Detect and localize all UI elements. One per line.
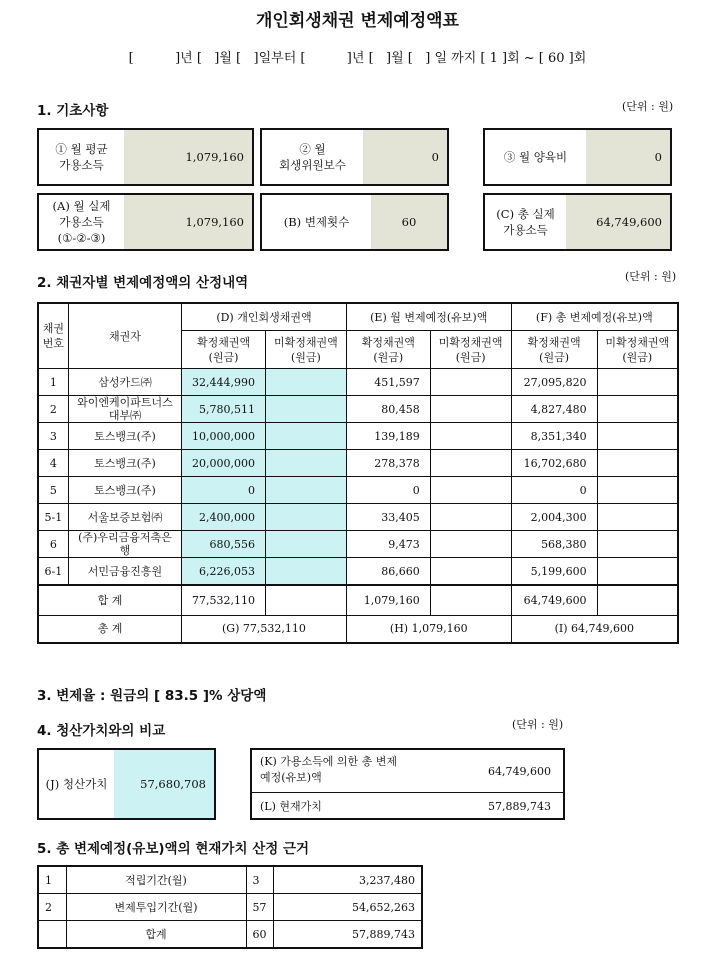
total-row (38, 615, 678, 643)
row-d-fixed: 20,000,000 (182, 450, 266, 477)
col-d: (D) 개인회생채권액 (182, 303, 347, 331)
section3-heading: 3. 변제율 : 원금의 [ 83.5 ]% 상당액 (37, 688, 267, 704)
row-creditor: 서울보증보험㈜ (68, 504, 181, 531)
row-f-fixed: 4,827,480 (511, 396, 597, 423)
row-e-fixed: 33,405 (346, 504, 430, 531)
box-liquidation-value (37, 748, 216, 820)
row-d-unfixed (265, 396, 346, 423)
section4-heading: 4. 청산가치와의 비교 (37, 723, 166, 739)
row-f-fixed: 5,199,600 (511, 558, 597, 586)
table-row (38, 423, 678, 450)
empty-cell (38, 921, 66, 949)
row-e-unfixed (430, 396, 511, 423)
row-amount: 3,237,480 (273, 866, 422, 894)
l-label: (L) 현재가치 (260, 800, 322, 813)
box-value: 57,680,708 (114, 750, 214, 818)
row-no: 2 (38, 894, 66, 921)
row-amount: 57,889,743 (273, 921, 422, 949)
row-no: 1 (38, 369, 68, 396)
row-e-unfixed (430, 531, 511, 558)
col-f-fixed: 확정채권액 (원금) (511, 331, 597, 369)
box-label: ② 월 회생위원보수 (279, 142, 346, 172)
row-creditor: 토스뱅크(주) (68, 423, 181, 450)
col-e: (E) 월 변제예정(유보)액 (346, 303, 511, 331)
present-value-table (37, 865, 423, 949)
row-e-unfixed (430, 450, 511, 477)
header-row (38, 303, 678, 331)
section4-unit: (단위 : 원) (512, 718, 564, 731)
col-f-unfixed: 미확정채권액 (원금) (597, 331, 678, 369)
table-row (38, 531, 678, 558)
row-creditor: 토스뱅크(주) (68, 450, 181, 477)
row-d-fixed: 680,556 (182, 531, 266, 558)
row-count: 57 (246, 894, 273, 921)
row-d-fixed: 0 (182, 477, 266, 504)
box-value: 64,749,600 (566, 195, 670, 249)
k-value: 64,749,600 (488, 764, 551, 778)
table-row (38, 450, 678, 477)
table-row (38, 477, 678, 504)
subtotal-e: 1,079,160 (346, 585, 430, 615)
table-row-total (38, 921, 422, 949)
row-d-unfixed (265, 477, 346, 504)
row-d-fixed: 32,444,990 (182, 369, 266, 396)
table-row (38, 894, 422, 921)
total-i: (I) 64,749,600 (511, 615, 678, 643)
box-value: 0 (363, 130, 447, 184)
row-creditor: 서민금융진흥원 (68, 558, 181, 586)
row-d-fixed: 10,000,000 (182, 423, 266, 450)
row-e-fixed: 86,660 (346, 558, 430, 586)
row-d-unfixed (265, 369, 346, 396)
row-e-fixed: 80,458 (346, 396, 430, 423)
row-f-fixed: 16,702,680 (511, 450, 597, 477)
row-d-unfixed (265, 531, 346, 558)
row-f-fixed: 8,351,340 (511, 423, 597, 450)
subtotal-d: 77,532,110 (182, 585, 266, 615)
box-child-support (483, 128, 672, 186)
row-label: 합계 (66, 921, 246, 949)
total-g: (G) 77,532,110 (182, 615, 347, 643)
subtotal-row (38, 585, 678, 615)
row-f-unfixed (597, 423, 678, 450)
l-value: 57,889,743 (488, 799, 551, 813)
box-label: (C) 총 실제 가용소득 (496, 207, 555, 237)
row-e-unfixed (430, 369, 511, 396)
row-no: 3 (38, 423, 68, 450)
row-e-fixed: 278,378 (346, 450, 430, 477)
box-monthly-income (37, 128, 254, 186)
row-d-unfixed (265, 423, 346, 450)
table-row (38, 866, 422, 894)
section2-unit: (단위 : 원) (625, 270, 677, 283)
table-row (38, 369, 678, 396)
row-count: 60 (246, 921, 273, 949)
row-e-fixed: 139,189 (346, 423, 430, 450)
k-label: (K) 가용소득에 의한 총 변제 예정(유보)액 (260, 755, 398, 784)
empty-cell (597, 585, 678, 615)
col-creditor: 채권자 (68, 303, 181, 369)
row-e-unfixed (430, 504, 511, 531)
row-e-unfixed (430, 423, 511, 450)
row-d-fixed: 6,226,053 (182, 558, 266, 586)
section5-heading: 5. 총 변제예정(유보)액의 현재가치 산정 근거 (37, 841, 310, 857)
box-actual-income (37, 193, 254, 251)
row-d-fixed: 2,400,000 (182, 504, 266, 531)
box-label: ③ 월 양육비 (503, 150, 568, 164)
col-f: (F) 총 변제예정(유보)액 (511, 303, 678, 331)
row-f-unfixed (597, 531, 678, 558)
row-creditor: (주)우리금융저축은 행 (68, 531, 181, 558)
row-d-unfixed (265, 504, 346, 531)
row-d-unfixed (265, 558, 346, 586)
row-count: 3 (246, 866, 273, 894)
row-e-fixed: 451,597 (346, 369, 430, 396)
row-creditor: 삼성카드㈜ (68, 369, 181, 396)
box-label: (A) 월 실제 가용소득 (①-②-③) (52, 199, 111, 245)
row-f-unfixed (597, 450, 678, 477)
section2-heading: 2. 채권자별 변제예정액의 산정내역 (37, 275, 249, 291)
creditor-table (37, 302, 679, 644)
col-d-fixed: 확정채권액 (원금) (182, 331, 266, 369)
total-label: 총 계 (38, 615, 182, 643)
box-repay-count (260, 193, 449, 251)
col-no: 채권 번호 (38, 303, 68, 369)
row-e-unfixed (430, 558, 511, 586)
period-line: [ ]년 [ ]월 [ ]일부터 [ ]년 [ ]월 [ ] 일 까지 [ 1 ]회 ~ [ 60 ]회 (128, 51, 587, 66)
box-label: ① 월 평균 가용소득 (55, 142, 108, 172)
row-label: 변제투입기간(월) (66, 894, 246, 921)
empty-cell (265, 585, 346, 615)
box-value: 1,079,160 (124, 130, 252, 184)
row-creditor: 토스뱅크(주) (68, 477, 181, 504)
box-label: (B) 변제횟수 (283, 215, 350, 229)
row-f-unfixed (597, 558, 678, 586)
row-creditor: 와이엔케이파트너스 대부㈜ (68, 396, 181, 423)
box-trustee-fee (260, 128, 449, 186)
row-amount: 54,652,263 (273, 894, 422, 921)
row-f-fixed: 568,380 (511, 531, 597, 558)
subtotal-label: 합 계 (38, 585, 182, 615)
row-label: 적립기간(월) (66, 866, 246, 894)
box-comparison (250, 748, 565, 820)
row-f-unfixed (597, 396, 678, 423)
total-h: (H) 1,079,160 (346, 615, 511, 643)
row-no: 1 (38, 866, 66, 894)
table-row (38, 504, 678, 531)
row-no: 5-1 (38, 504, 68, 531)
row-e-fixed: 0 (346, 477, 430, 504)
subtotal-f: 64,749,600 (511, 585, 597, 615)
row-e-fixed: 9,473 (346, 531, 430, 558)
table-row (38, 558, 678, 586)
col-e-unfixed: 미확정채권액 (원금) (430, 331, 511, 369)
row-d-unfixed (265, 450, 346, 477)
section1-unit: (단위 : 원) (622, 100, 674, 113)
row-f-unfixed (597, 477, 678, 504)
row-no: 4 (38, 450, 68, 477)
row-no: 5 (38, 477, 68, 504)
row-no: 6-1 (38, 558, 68, 586)
row-no: 6 (38, 531, 68, 558)
col-e-fixed: 확정채권액 (원금) (346, 331, 430, 369)
box-value: 1,079,160 (124, 195, 252, 249)
row-f-fixed: 27,095,820 (511, 369, 597, 396)
box-total-income (483, 193, 672, 251)
row-f-unfixed (597, 369, 678, 396)
row-e-unfixed (430, 477, 511, 504)
row-d-fixed: 5,780,511 (182, 396, 266, 423)
box-value: 0 (586, 130, 670, 184)
table-row (38, 396, 678, 423)
col-d-unfixed: 미확정채권액 (원금) (265, 331, 346, 369)
row-f-fixed: 0 (511, 477, 597, 504)
box-label: (J) 청산가치 (45, 777, 108, 791)
row-f-unfixed (597, 504, 678, 531)
row-f-fixed: 2,004,300 (511, 504, 597, 531)
empty-cell (430, 585, 511, 615)
page-title: 개인회생채권 변제예정액표 (256, 11, 459, 31)
box-value: 60 (371, 195, 447, 249)
row-no: 2 (38, 396, 68, 423)
section1-heading: 1. 기초사항 (37, 103, 109, 119)
